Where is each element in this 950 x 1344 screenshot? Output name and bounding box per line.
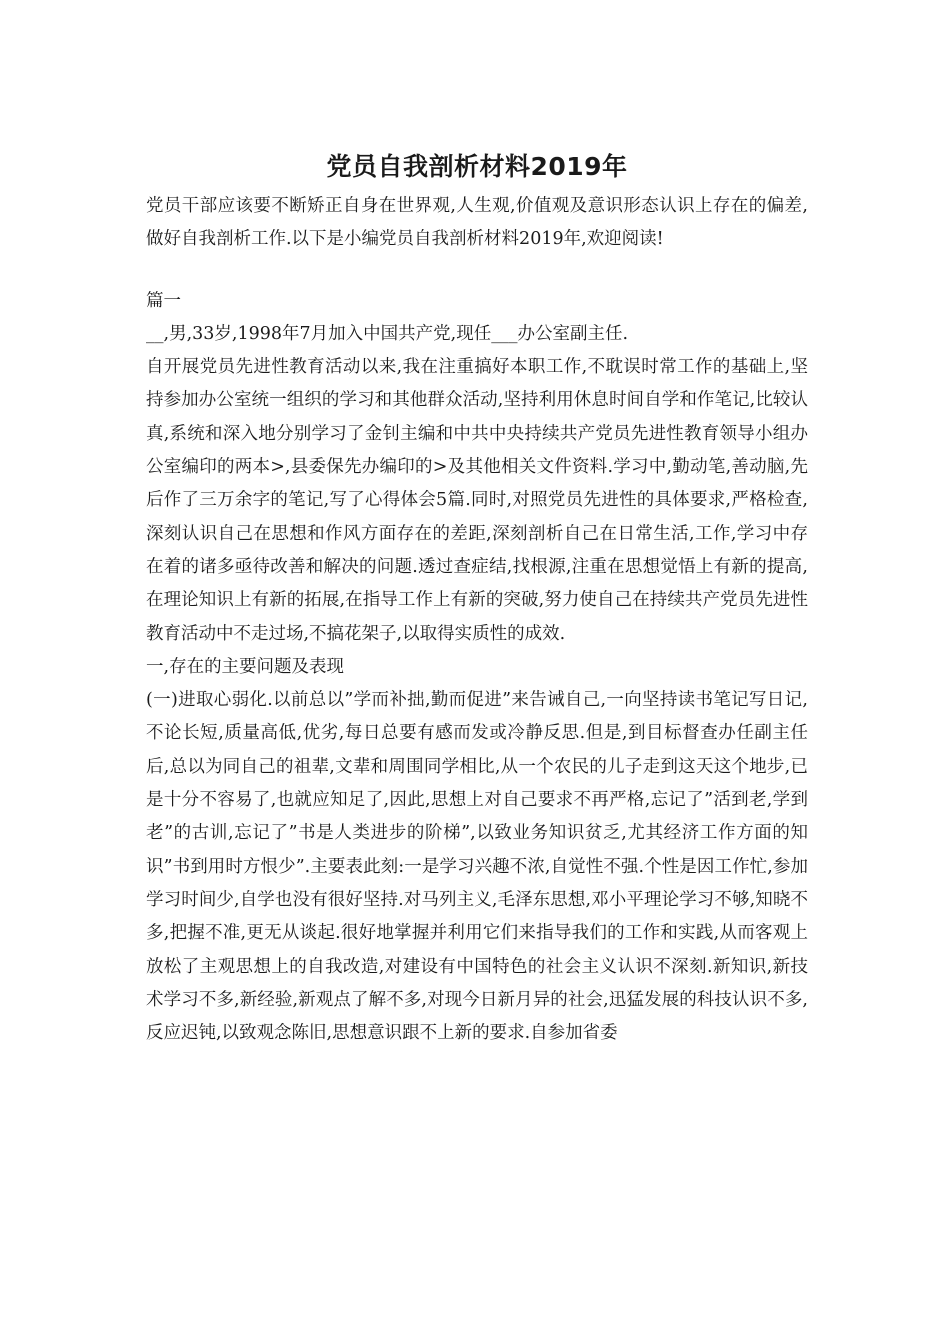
section-label: 篇一 xyxy=(146,290,181,311)
member-info-paragraph: __,男,33岁,1998年7月加入中国共产党,现任___办公室副主任. xyxy=(146,323,629,344)
problem-paragraph: (一)进取心弱化.以前总以”学而补拙,勤而促进”来告诫自己,一向坚持读书笔记写日记,不论长短,质量高低,优劣,每日总要有感而发或冷静反思.但是,到目标督查办任副主任后,总以为同自己的祖辈,文辈和周围同学相比,从一个农民的儿子走到这天这个地步,已是十分不容易了,也就应知足了,因此,思想上对自己要求不再严格,忘记了”活到老,学到老”的古训,忘记了”书是人类进步的阶梯”,以致业务知识贫乏,尤其经济工作方面的知识”书到用时方恨少”.主要表此刻:一是学习兴趣不浓,自觉性不强.个性是因工作忙,参加学习时间少,自学也没有很好坚持.对马列主义,毛泽东思想,邓小平理论学习不够,知晓不多,把握不准,更无从谈起.很好地掌握并利用它们来指导我们的工作和实践,从而客观上放松了主观思想上的自我改造,对建设有中国特色的社会主义认识不深刻.新知识,新技术学习不多,新经验,新观点了解不多,对现今日新月异的社会,迅猛发展的科技认识不多,反应迟钝,以致观念陈旧,思想意识跟不上新的要求.自参加省委 xyxy=(146,690,808,1044)
study-paragraph: 自开展党员先进性教育活动以来,我在注重搞好本职工作,不耽误时常工作的基础上,坚持参加办公室统一组织的学习和其他群众活动,坚持利用休息时间自学和作笔记,比较认真,系统和深入地分别学习了金钊主编和中共中央持续共产党员先进性教育领导小组办公室编印的两本>,县委保先办编印的>及其他相关文件资料.学习中,勤动笔,善动脑,先后作了三万余字的笔记,写了心得体会5篇.同时,对照党员先进性的具体要求,严格检查,深刻认识自己在思想和作风方面存在的差距,深刻剖析自己在日常生活,工作,学习中存在着的诸多亟待改善和解决的问题.透过查症结,找根源,注重在思想觉悟上有新的提高,在理论知识上有新的拓展,在指导工作上有新的突破,努力使自己在持续共产党员先进性教育活动中不走过场,不搞花架子,以取得实质性的成效. xyxy=(146,357,808,644)
document-title: 党员自我剖析材料2019年 xyxy=(326,152,628,181)
intro-paragraph: 党员干部应该要不断矫正自身在世界观,人生观,价值观及意识形态认识上存在的偏差,做好自我剖析工作.以下是小编党员自我剖析材料2019年,欢迎阅读! xyxy=(146,196,808,250)
section-heading: 一,存在的主要问题及表现 xyxy=(146,656,345,677)
paragraph-gap xyxy=(146,257,808,285)
document-page xyxy=(146,148,808,1050)
